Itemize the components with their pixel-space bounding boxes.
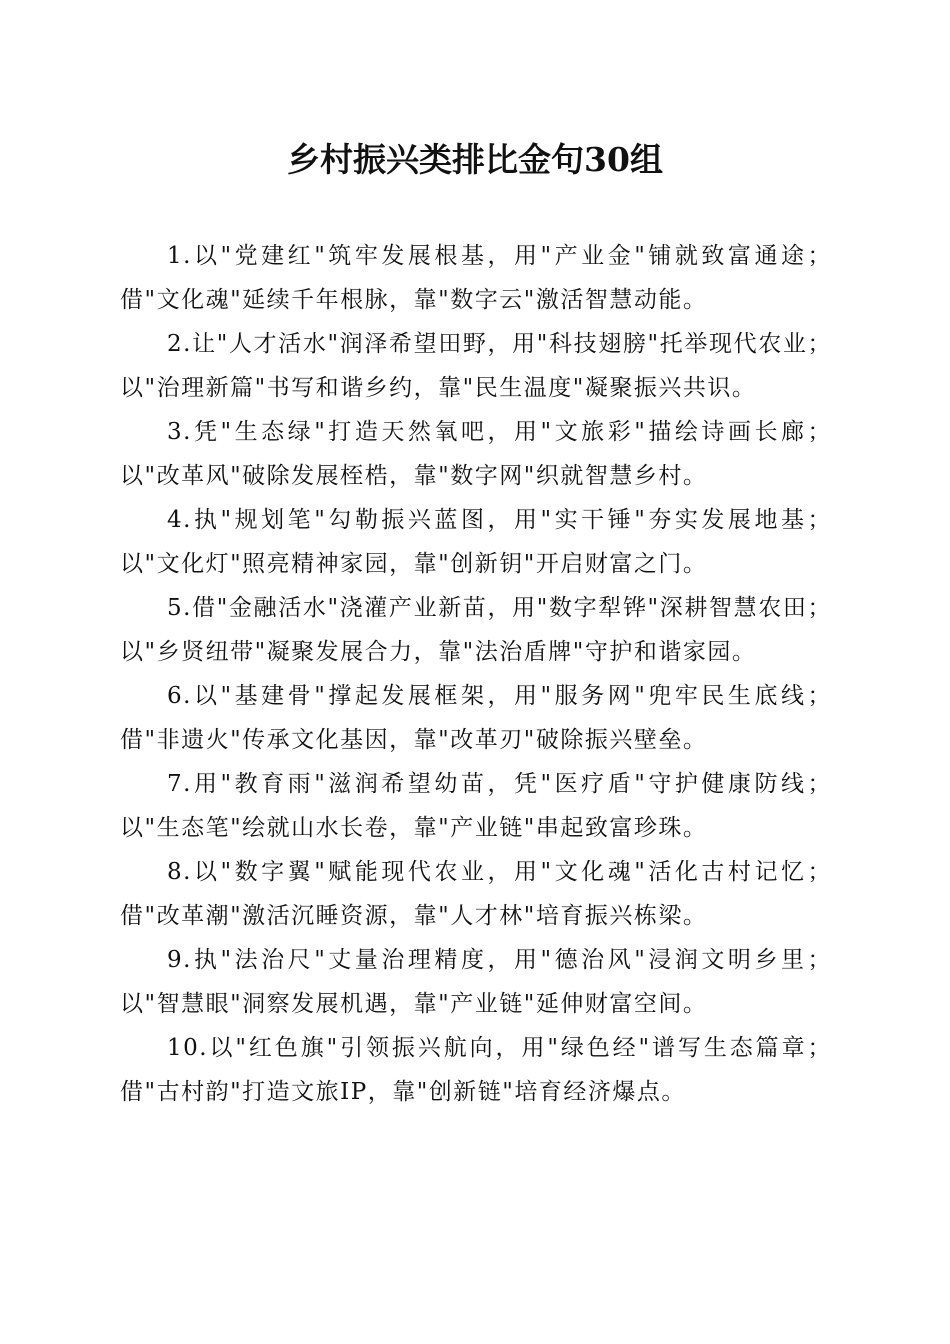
document-title: 乡村振兴类排比金句30组 [287, 140, 663, 179]
paragraph-10: 10.以"红色旗"引领振兴航向，用"绿色经"谱写生态篇章；借"古村韵"打造文旅IP，靠"创新链"培育经济爆点。 [120, 1035, 832, 1105]
paragraph-7: 7.用"教育雨"滋润希望幼苗，凭"医疗盾"守护健康防线；以"生态笔"绘就山水长卷，靠"产业链"串起致富珍珠。 [120, 771, 832, 841]
paragraph-5: 5.借"金融活水"浇灌产业新苗，用"数字犁铧"深耕智慧农田；以"乡贤纽带"凝聚发展合力，靠"法治盾牌"守护和谐家园。 [120, 595, 832, 665]
paragraph-8: 8.以"数字翼"赋能现代农业，用"文化魂"活化古村记忆；借"改革潮"激活沉睡资源，靠"人才林"培育振兴栋梁。 [120, 859, 832, 929]
paragraph-1: 1.以"党建红"筑牢发展根基，用"产业金"铺就致富通途；借"文化魂"延续千年根脉，靠"数字云"激活智慧动能。 [120, 243, 832, 313]
paragraph-2: 2.让"人才活水"润泽希望田野，用"科技翅膀"托举现代农业；以"治理新篇"书写和谐乡约，靠"民生温度"凝聚振兴共识。 [120, 331, 832, 401]
paragraph-6: 6.以"基建骨"撑起发展框架，用"服务网"兜牢民生底线；借"非遗火"传承文化基因，靠"改革刃"破除振兴壁垒。 [120, 683, 832, 753]
paragraph-4: 4.执"规划笔"勾勒振兴蓝图，用"实干锤"夯实发展地基；以"文化灯"照亮精神家园，靠"创新钥"开启财富之门。 [120, 507, 832, 577]
paragraph-3: 3.凭"生态绿"打造天然氧吧，用"文旅彩"描绘诗画长廊；以"改革风"破除发展桎梏，靠"数字网"织就智慧乡村。 [120, 419, 832, 489]
paragraph-9: 9.执"法治尺"丈量治理精度，用"德治风"浸润文明乡里；以"智慧眼"洞察发展机遇，靠"产业链"延伸财富空间。 [120, 947, 832, 1017]
document-body [120, 234, 832, 1114]
